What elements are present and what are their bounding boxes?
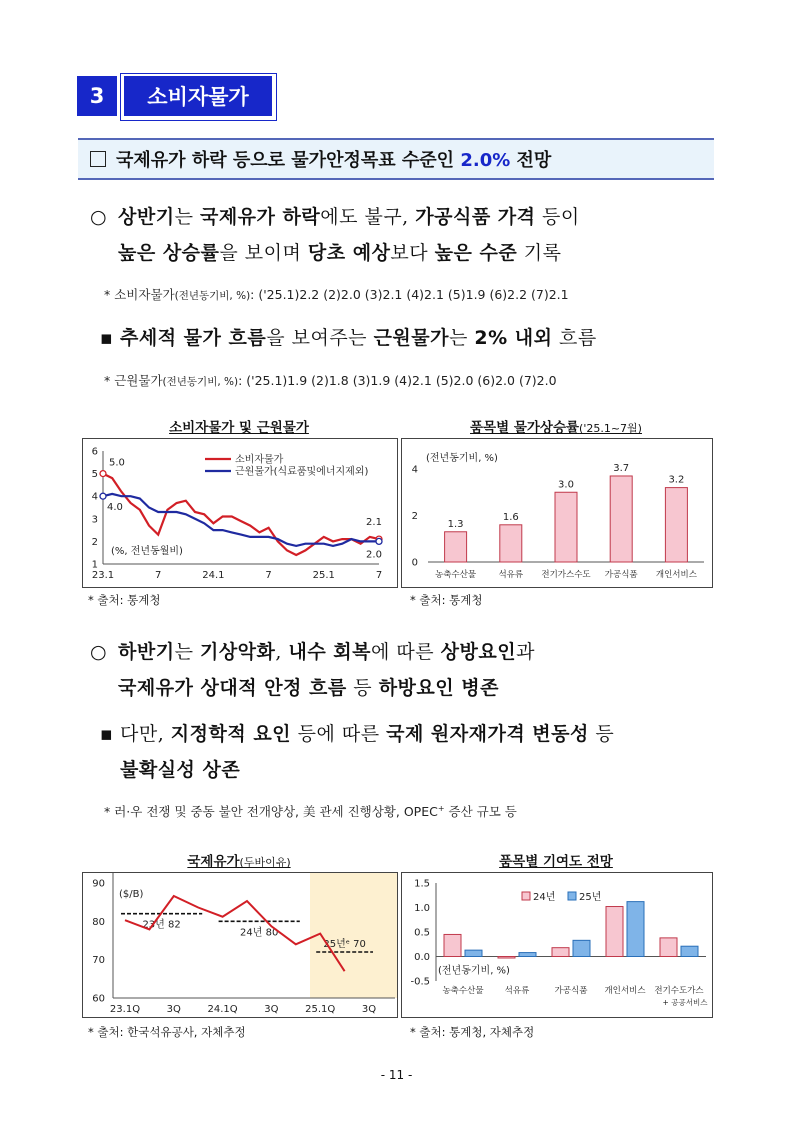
headline-text-after: 전망 [510,150,552,171]
note-risks-sup: + [437,803,445,813]
category-label: 농축수산물 [442,986,484,996]
bold-run-2: 기상악화 [199,641,276,663]
y-tick-label: 2 [411,511,418,522]
text-run-0: 다만, [120,723,171,745]
forecast-shading [310,873,397,998]
start-marker-1 [100,493,106,499]
note-cpi-text: : ('25.1)2.2 (2)2.0 (3)2.1 (4)2.1 (5)1.9 (6)2.2 (7)2.1 [250,287,569,302]
note-risks-text: 증산 규모 등 [444,804,517,819]
text-run-1: 는 [174,641,200,663]
item-price-bar-chart [402,439,712,587]
bar-24년 [660,938,677,957]
text-run-1: 등 [346,677,379,699]
bold-run-3: 국제 원자재가격 변동성 [386,723,589,745]
bar-25년 [681,946,698,956]
bold-run-4: 2% 내외 [474,327,553,349]
bar [445,532,467,562]
bullet2-line1 [120,324,720,352]
bar-value-label: 1.3 [447,518,464,530]
bar-24년 [552,948,569,957]
chart4-panel [401,872,713,1018]
x-tick-label: 7 [155,570,162,581]
text-run-5: 등이 [535,206,580,228]
text-run-3: , [275,641,289,663]
note-cpi [104,285,569,303]
y-tick-label: 1 [91,559,98,571]
x-tick-label: 3Q [264,1004,279,1015]
chart3-title-main: 국제유가 [187,854,240,870]
y-tick-label: 70 [92,955,105,967]
note-core-unit: (전년동기비, %) [162,376,239,388]
bullet-marker-circle: ○ [90,206,108,228]
bold-run-2: 하방요인 병존 [378,677,499,699]
y-tick-label: 80 [92,916,105,928]
oil-price-line-chart [83,873,397,1017]
note-cpi-unit: (전년동기비, %) [174,290,251,302]
text-run-7: 과 [516,641,535,663]
unit-label: (전년동기비, %) [426,453,498,464]
checkbox-square-icon [90,151,106,167]
headline-text-before: 국제유가 하락 등으로 물가안정목표 수준인 [116,150,461,171]
y-tick-label: 2 [91,536,98,548]
bold-run-0: 상반기 [118,206,175,228]
y-tick-label: 0 [411,557,418,569]
chart1-panel [82,438,398,588]
category-label: 전기수도가스 [654,986,704,996]
unit-label: (%, 전년동월비) [111,546,183,557]
legend-label-1: 25년 [579,892,602,903]
bullet1-line1 [118,203,718,231]
legend-swatch-1 [568,892,576,900]
note-core [104,371,557,389]
bold-run-2: 국제유가 하락 [199,206,321,228]
unit-label: ($/B) [119,889,144,900]
y-tick-label: 6 [91,446,98,458]
x-tick-label: 3Q [166,1004,181,1015]
y-tick-label: 3 [91,514,98,526]
x-tick-label: 25.1Q [305,1004,336,1015]
bullet4-line1 [120,720,720,748]
unit-label: (전년동기비, %) [438,965,510,977]
x-tick-label: 23.1Q [109,1004,141,1015]
x-tick-label: 23.1 [91,570,115,581]
chart2-title-suffix: ('25.1~7월) [579,422,642,435]
text-run-3: 는 [449,327,475,349]
text-run-1: 을 보이며 [219,242,308,264]
y-tick-label: 60 [92,993,105,1005]
series-line-0 [103,474,379,555]
y-tick-label: 1.5 [414,878,430,890]
headline-text [116,146,551,172]
chart1-title: 소비자물가 및 근원물가 [169,420,309,436]
bar-value-label: 3.7 [613,462,630,474]
bar-25년 [519,953,536,957]
y-tick-label: 1.0 [414,903,430,914]
annual-average-label: 23년 82 [142,919,181,931]
note-core-text: : ('25.1)1.9 (2)1.8 (3)1.9 (4)2.1 (5)2.0 (6)2.0 (7)2.0 [238,373,557,388]
bold-run-4: 높은 수준 [434,242,518,264]
contribution-bar-chart [402,873,712,1017]
start-marker-0 [100,471,106,477]
data-label: 2.1 [366,517,382,529]
bullet4-line2 [120,756,720,784]
bullet-marker-square: ▪ [100,327,114,349]
category-label: 개인서비스 [604,986,646,996]
note-core-prefix: * 근원물가 [104,373,163,388]
x-tick-label: 24.1Q [207,1004,238,1015]
bold-run-6: 상방요인 [440,641,517,663]
y-tick-label: 4 [411,464,418,476]
text-run-5: 흐름 [552,327,597,349]
text-run-1: 을 보여주는 [266,327,374,349]
headline-highlight: 2.0% [460,150,511,171]
bold-run-2: 당초 예상 [307,242,391,264]
text-run-1: 는 [174,206,200,228]
page-number: - 11 - [380,1068,413,1082]
bar-value-label: 3.0 [558,479,574,491]
x-tick-label: 7 [265,570,272,581]
category-label: 석유류 [504,986,530,996]
text-run-5: 기록 [517,242,562,264]
legend-swatch-0 [522,892,530,900]
y-tick-label: 90 [92,878,105,890]
category-label: 농축수산물 [435,570,477,580]
chart3-panel [82,872,398,1018]
bar-25년 [627,902,644,957]
text-run-3: 보다 [390,242,435,264]
bold-run-2: 근원물가 [373,327,449,349]
cpi-line-chart [83,439,397,587]
legend-label-1: 근원물가(식료품및에너지제외) [235,466,369,478]
y-tick-label: 5 [91,469,98,481]
bar [555,492,577,562]
annual-average-label: 25년ᵉ 70 [323,939,366,950]
y-tick-label: 0.0 [414,952,430,963]
chart4-title: 품목별 기여도 전망 [499,854,613,870]
x-tick-label: 3Q [361,1004,377,1015]
bar-24년 [606,907,623,957]
bullet1-line2 [118,239,718,267]
data-label: 4.0 [107,502,123,514]
legend-label-0: 24년 [533,892,556,903]
bullet3-line1 [118,638,718,666]
bullet-marker-circle-2: ○ [90,641,108,663]
bar [500,525,522,562]
category-label: 석유류 [498,570,524,580]
chart2-title-main: 품목별 물가상승률 [470,420,580,436]
x-tick-label: 24.1 [202,570,225,581]
y-tick-label: 4 [91,491,98,503]
note-cpi-prefix: * 소비자물가 [104,287,175,302]
note-risks-prefix: * 러·우 전쟁 및 중동 불안 전개양상, 美 관세 진행상황, OPEC [104,804,438,819]
chart2-source: * 출처: 통계청 [410,593,483,607]
end-marker-1 [376,538,382,544]
bullet3-line2 [118,674,718,702]
bar [665,488,687,562]
y-tick-label: 0.5 [414,927,430,939]
chart3-title [82,850,396,870]
chart2-panel [401,438,713,588]
legend-label-0: 소비자물가 [235,454,284,466]
bold-run-0: 불확실성 상존 [120,759,241,781]
category-label: 개인서비스 [655,570,697,580]
bold-run-1: 지정학적 요인 [170,723,292,745]
text-run-2: 등에 따른 [291,723,387,745]
chart3-title-suffix: (두바이유) [239,856,291,869]
bar-25년 [465,950,482,956]
bold-run-0: 하반기 [118,641,175,663]
headline-box [78,138,714,180]
data-label: 5.0 [109,457,125,469]
chart2-title [401,416,711,436]
chart3-source: * 출처: 한국석유공사, 자체추정 [88,1025,246,1039]
bold-run-4: 내수 회복 [288,641,372,663]
section-number: 3 [77,76,117,116]
category-label: 가공식품 [604,570,638,580]
x-tick-label: 25.1 [312,570,335,581]
category-label: + 공공서비스 [662,998,708,1007]
bar-value-label: 3.2 [668,474,685,486]
bullet-marker-square-2: ▪ [100,723,114,745]
chart4-source: * 출처: 통계청, 자체추정 [410,1025,535,1039]
data-label: 2.0 [366,549,382,561]
bold-run-0: 높은 상승률 [118,242,220,264]
text-run-3: 에도 불구, [320,206,416,228]
category-label: 가공식품 [554,986,588,996]
text-run-4: 등 [588,723,615,745]
bold-run-0: 국제유가 상대적 안정 흐름 [118,677,347,699]
bold-run-4: 가공식품 가격 [415,206,536,228]
x-tick-label: 7 [375,570,383,581]
chart1-source: * 출처: 통계청 [88,593,161,607]
section-title: 소비자물가 [124,76,272,116]
bar-25년 [573,940,590,956]
y-tick-label: -0.5 [410,976,430,988]
bar-24년 [444,934,461,956]
bold-run-0: 추세적 물가 흐름 [120,327,267,349]
annual-average-label: 24년 80 [240,927,279,939]
text-run-5: 에 따른 [371,641,441,663]
bar-24년 [498,957,515,959]
category-label: 전기가스수도 [541,570,591,580]
bar [610,476,632,562]
bar-value-label: 1.6 [502,511,519,523]
note-risks [104,802,517,820]
